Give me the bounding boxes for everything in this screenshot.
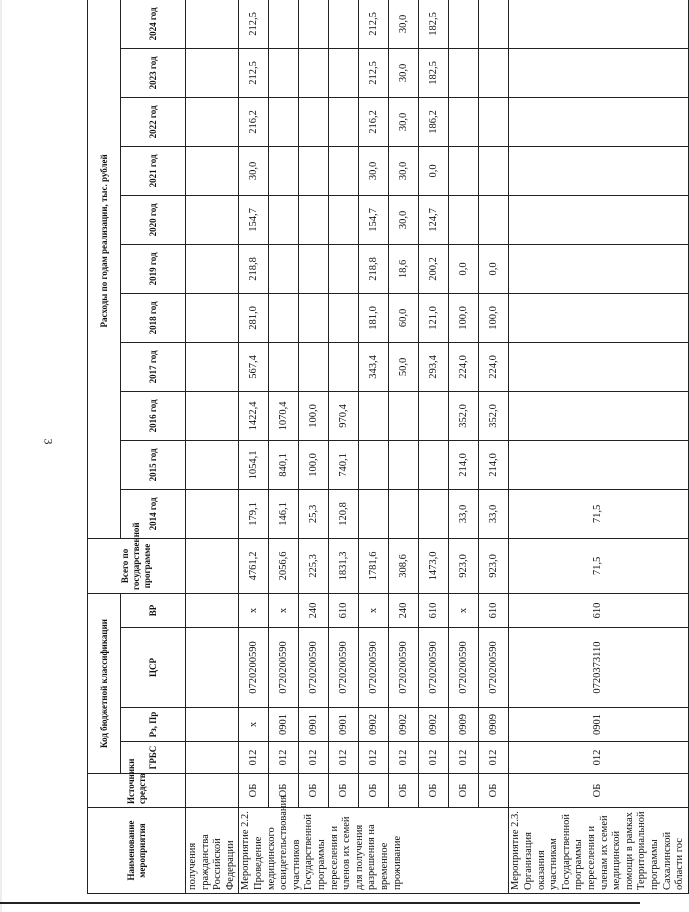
year-value-cell: 100,0 [299, 391, 329, 440]
year-value-cell [509, 146, 688, 195]
year-value-cell: 216,2 [239, 97, 269, 146]
year-value-cell: 146,1 [269, 489, 299, 538]
year-value-cell [449, 48, 479, 97]
grbs-cell: 012 [329, 742, 359, 774]
year-value-cell: 30,0 [359, 146, 389, 195]
year-value-cell [329, 48, 359, 97]
year-value-cell [186, 146, 239, 195]
header-year: 2015 год [121, 440, 186, 489]
year-value-cell [186, 244, 239, 293]
year-value-cell [269, 97, 299, 146]
csr-cell: 0720200590 [269, 628, 299, 708]
year-value-cell: 281,0 [239, 293, 269, 342]
csr-cell: 0720200590 [359, 628, 389, 708]
year-value-cell: 30,0 [389, 195, 419, 244]
year-value-cell: 50,0 [389, 342, 419, 391]
total-cell: 71,5 [509, 538, 688, 593]
year-value-cell [509, 244, 688, 293]
year-value-cell: 181,0 [359, 293, 389, 342]
year-value-cell [329, 195, 359, 244]
year-value-cell: 30,0 [389, 97, 419, 146]
source-cell: ОБ [329, 774, 359, 808]
year-value-cell [509, 391, 688, 440]
header-rzpr: Рз, Пр [121, 708, 186, 742]
year-value-cell [269, 342, 299, 391]
source-cell: ОБ [269, 774, 299, 808]
year-value-cell [186, 440, 239, 489]
grbs-cell [186, 742, 239, 774]
year-value-cell: 212,5 [359, 48, 389, 97]
table-row [479, 0, 509, 894]
year-value-cell [509, 97, 688, 146]
rzpr-cell: 0901 [269, 708, 299, 742]
year-value-cell: 100,0 [299, 440, 329, 489]
year-value-cell: 18,6 [389, 244, 419, 293]
year-value-cell: 33,0 [479, 489, 509, 538]
year-value-cell: 567,4 [239, 342, 269, 391]
vr-cell: 610 [479, 593, 509, 627]
header-budget-code: Код бюджетной классификации [88, 593, 121, 773]
header-vr: ВР [121, 593, 186, 627]
header-year: 2017 год [121, 342, 186, 391]
rzpr-cell [186, 708, 239, 742]
year-value-cell [359, 489, 389, 538]
source-cell [186, 774, 239, 808]
source-cell: ОБ [449, 774, 479, 808]
activity-name-cell: Мероприятие 2.3. Организация оказания участникам Государственной программы переселения и членам их семей медицинской помощи в рамках Территориальной программы Сахалинской области гос [509, 808, 688, 894]
year-value-cell [449, 195, 479, 244]
year-value-cell [329, 97, 359, 146]
year-value-cell [449, 146, 479, 195]
activity-name-cell: Мероприятие 2.2. Проведение медицинского освидетельствования участников Государственной программы переселения и членов их семей для получения разрешения на временное проживание [239, 808, 509, 894]
source-cell: ОБ [239, 774, 269, 808]
year-value-cell: 212,5 [239, 48, 269, 97]
total-cell: 923,0 [479, 538, 509, 593]
year-value-cell: 200,2 [419, 244, 449, 293]
year-value-cell [186, 195, 239, 244]
year-value-cell [389, 440, 419, 489]
header-total: Всего по государственной программе [88, 538, 186, 593]
csr-cell: 0720200590 [329, 628, 359, 708]
rzpr-cell: 0901 [299, 708, 329, 742]
header-year: 2021 год [121, 146, 186, 195]
year-value-cell: 740,1 [329, 440, 359, 489]
total-cell: 1473,0 [419, 538, 449, 593]
header-expenses: Расходы по годам реализации, тыс. рублей [88, 0, 121, 538]
year-value-cell: 121,0 [419, 293, 449, 342]
year-value-cell: 214,0 [479, 440, 509, 489]
year-value-cell: 100,0 [479, 293, 509, 342]
year-value-cell [269, 48, 299, 97]
vr-cell: 610 [419, 593, 449, 627]
csr-cell: 0720373110 [509, 628, 688, 708]
year-value-cell [299, 97, 329, 146]
table-row [329, 0, 359, 894]
csr-cell: 0720200590 [299, 628, 329, 708]
year-value-cell [299, 244, 329, 293]
vr-cell: 610 [509, 593, 688, 627]
rzpr-cell: 0901 [329, 708, 359, 742]
year-value-cell [329, 342, 359, 391]
year-value-cell [359, 391, 389, 440]
year-value-cell: 30,0 [389, 146, 419, 195]
year-value-cell: 60,0 [389, 293, 419, 342]
table-row [389, 0, 419, 894]
year-value-cell: 25,3 [299, 489, 329, 538]
year-value-cell [299, 146, 329, 195]
header-name: Наименование мероприятия [88, 808, 186, 894]
total-cell: 923,0 [449, 538, 479, 593]
year-value-cell: 30,0 [389, 0, 419, 48]
year-value-cell [389, 489, 419, 538]
table-row [449, 0, 479, 894]
rzpr-cell: 0909 [449, 708, 479, 742]
year-value-cell: 71,5 [509, 489, 688, 538]
header-csr: ЦСР [121, 628, 186, 708]
year-value-cell [509, 48, 688, 97]
year-value-cell: 154,7 [239, 195, 269, 244]
table-body [186, 0, 689, 894]
year-value-cell [419, 489, 449, 538]
csr-cell: 0720200590 [239, 628, 269, 708]
year-value-cell: 352,0 [449, 391, 479, 440]
year-value-cell: 293,4 [419, 342, 449, 391]
year-value-cell: 0,0 [419, 146, 449, 195]
year-value-cell [269, 244, 299, 293]
csr-cell: 0720200590 [449, 628, 479, 708]
year-value-cell [479, 146, 509, 195]
year-value-cell [449, 97, 479, 146]
year-value-cell [329, 293, 359, 342]
source-cell: ОБ [299, 774, 329, 808]
year-value-cell: 840,1 [269, 440, 299, 489]
grbs-cell: 012 [509, 742, 688, 774]
total-cell: 2056,6 [269, 538, 299, 593]
year-value-cell [329, 146, 359, 195]
rotated-table-container [87, 7, 686, 894]
activity-name-cell: получения гражданства Российской Федерации [186, 808, 239, 894]
year-value-cell [509, 440, 688, 489]
year-value-cell: 154,7 [359, 195, 389, 244]
total-cell [186, 538, 239, 593]
table-row [186, 0, 239, 894]
year-value-cell: 970,4 [329, 391, 359, 440]
csr-cell: 0720200590 [419, 628, 449, 708]
page-number: 3 [41, 438, 56, 445]
header-source: Источники средств [88, 774, 186, 808]
year-value-cell: 1070,4 [269, 391, 299, 440]
year-value-cell [186, 48, 239, 97]
total-cell: 4761,2 [239, 538, 269, 593]
year-value-cell [269, 195, 299, 244]
grbs-cell: 012 [239, 742, 269, 774]
year-value-cell [186, 0, 239, 48]
year-value-cell [509, 0, 688, 48]
vr-cell: 610 [329, 593, 359, 627]
bottom-rule [0, 902, 640, 904]
year-value-cell: 212,5 [239, 0, 269, 48]
vr-cell: x [359, 593, 389, 627]
year-value-cell [186, 293, 239, 342]
vr-cell: x [269, 593, 299, 627]
header-year: 2018 год [121, 293, 186, 342]
vr-cell: 240 [299, 593, 329, 627]
year-value-cell [449, 0, 479, 48]
year-value-cell [269, 146, 299, 195]
grbs-cell: 012 [479, 742, 509, 774]
rzpr-cell: 0902 [389, 708, 419, 742]
table-row [509, 0, 688, 894]
year-value-cell [479, 0, 509, 48]
grbs-cell: 012 [359, 742, 389, 774]
total-cell: 225,3 [299, 538, 329, 593]
grbs-cell: 012 [419, 742, 449, 774]
source-cell: ОБ [509, 774, 688, 808]
year-value-cell: 216,2 [359, 97, 389, 146]
year-value-cell: 182,5 [419, 48, 449, 97]
year-value-cell [186, 489, 239, 538]
year-value-cell: 224,0 [479, 342, 509, 391]
year-value-cell [186, 391, 239, 440]
year-value-cell [299, 48, 329, 97]
rzpr-cell: x [239, 708, 269, 742]
year-value-cell [186, 342, 239, 391]
year-value-cell [419, 391, 449, 440]
total-cell: 1781,6 [359, 538, 389, 593]
year-value-cell [299, 342, 329, 391]
rzpr-cell: 0902 [359, 708, 389, 742]
csr-cell: 0720200590 [389, 628, 419, 708]
grbs-cell: 012 [269, 742, 299, 774]
year-value-cell: 218,8 [359, 244, 389, 293]
year-value-cell: 214,0 [449, 440, 479, 489]
table-row [419, 0, 449, 894]
header-year: 2024 год [121, 0, 186, 48]
year-value-cell [479, 48, 509, 97]
rzpr-cell: 0901 [509, 708, 688, 742]
year-value-cell: 182,5 [419, 0, 449, 48]
year-value-cell [269, 0, 299, 48]
vr-cell: x [239, 593, 269, 627]
csr-cell [186, 628, 239, 708]
year-value-cell [479, 97, 509, 146]
year-value-cell [509, 195, 688, 244]
vr-cell [186, 593, 239, 627]
year-value-cell: 1054,1 [239, 440, 269, 489]
header-year: 2014 год [121, 489, 186, 538]
year-value-cell [299, 0, 329, 48]
year-value-cell: 0,0 [449, 244, 479, 293]
year-value-cell [509, 293, 688, 342]
csr-cell: 0720200590 [479, 628, 509, 708]
table-row [269, 0, 299, 894]
year-value-cell: 30,0 [389, 48, 419, 97]
year-value-cell: 30,0 [239, 146, 269, 195]
header-year: 2023 год [121, 48, 186, 97]
year-value-cell: 120,8 [329, 489, 359, 538]
year-value-cell: 212,5 [359, 0, 389, 48]
grbs-cell: 012 [449, 742, 479, 774]
year-value-cell: 1422,4 [239, 391, 269, 440]
year-value-cell [479, 195, 509, 244]
source-cell: ОБ [479, 774, 509, 808]
source-cell: ОБ [389, 774, 419, 808]
year-value-cell [359, 440, 389, 489]
budget-table [87, 0, 689, 894]
year-value-cell: 343,4 [359, 342, 389, 391]
year-value-cell: 352,0 [479, 391, 509, 440]
header-year: 2016 год [121, 391, 186, 440]
year-value-cell: 100,0 [449, 293, 479, 342]
total-cell: 1831,3 [329, 538, 359, 593]
year-value-cell [389, 391, 419, 440]
year-value-cell: 218,8 [239, 244, 269, 293]
year-value-cell [269, 293, 299, 342]
grbs-cell: 012 [389, 742, 419, 774]
year-value-cell: 0,0 [479, 244, 509, 293]
vr-cell: 240 [389, 593, 419, 627]
year-value-cell [419, 440, 449, 489]
year-value-cell: 224,0 [449, 342, 479, 391]
table-row [299, 0, 329, 894]
scan-edge [0, 0, 2, 912]
header-year: 2019 год [121, 244, 186, 293]
header-year: 2022 год [121, 97, 186, 146]
year-value-cell [329, 244, 359, 293]
header-grbs: ГРБС [121, 742, 186, 774]
year-value-cell [509, 342, 688, 391]
source-cell: ОБ [359, 774, 389, 808]
year-value-cell [186, 97, 239, 146]
table-row [239, 0, 269, 894]
year-value-cell: 179,1 [239, 489, 269, 538]
total-cell: 308,6 [389, 538, 419, 593]
grbs-cell: 012 [299, 742, 329, 774]
rzpr-cell: 0909 [479, 708, 509, 742]
year-value-cell: 124,7 [419, 195, 449, 244]
year-value-cell [329, 0, 359, 48]
year-value-cell [299, 293, 329, 342]
rzpr-cell: 0902 [419, 708, 449, 742]
vr-cell: x [449, 593, 479, 627]
year-value-cell: 33,0 [449, 489, 479, 538]
table-row [359, 0, 389, 894]
source-cell: ОБ [419, 774, 449, 808]
header-year: 2020 год [121, 195, 186, 244]
year-value-cell: 186,2 [419, 97, 449, 146]
year-value-cell [299, 195, 329, 244]
